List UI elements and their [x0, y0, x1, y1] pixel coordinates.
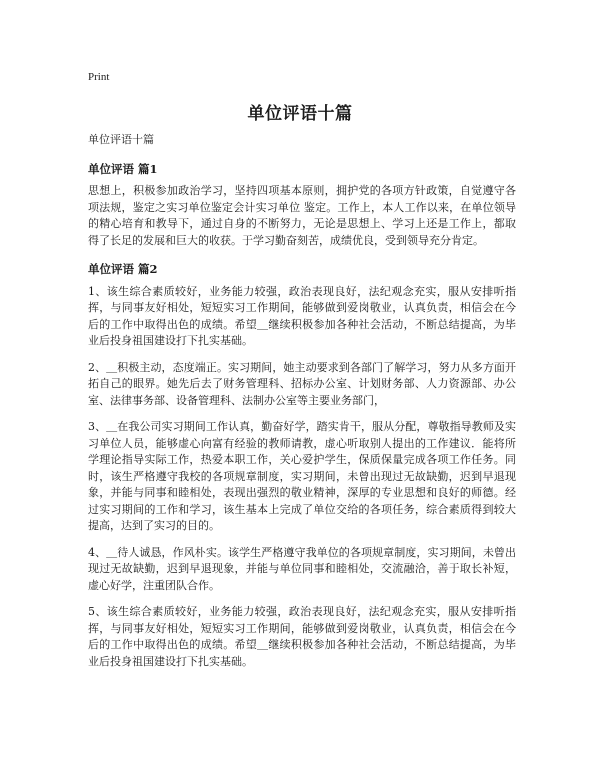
section-2-item-5: 5、该生综合素质较好，业务能力较强，政治表现良好，法纪观念充实，服从安排听指挥，与同事友好相处，短短实习工作期间，能够做到爱岗敬业，认真负责，相信会在今后的工作中取得出色的成绩。希望＿继续积极参加各种社会活动，不断总结提高，为毕业后投身祖国建设打下扎实基础。 [88, 605, 516, 668]
section-2-item-4: 4、＿待人诚恳，作风朴实。该学生严格遵守我单位的各项规章制度，实习期间，未曾出现过无故缺勤，迟到早退现象，并能与单位同事和睦相处，交流融洽，善于取长补短，虚心好学，注重团队合作。 [88, 545, 516, 592]
print-link[interactable]: Print [88, 71, 110, 83]
section-2-item-2: 2、＿积极主动，态度端正。实习期间，她主动要求到各部门了解学习，努力从多方面开拓自己的眼界。她先后去了财务管理科、招标办公室、计划财务部、人力资源部、办公室、法律事务部、设备管理科、法制办公室等主要业务部门， [88, 360, 516, 407]
section-1-paragraph: 思想上，积极参加政治学习，坚持四项基本原则，拥护党的各项方针政策，自觉遵守各项法规，鉴定之实习单位鉴定会计实习单位 鉴定。工作上，本人工作以来，在单位领导的精心培育和教导下，通过自身的不断努力，无论是思想上、学习上还是工作上，都取得了长足的发展和巨大的收获。于学习勤奋刻苦，成绩优良，受到领导充分肯定。 [88, 184, 516, 247]
document-body [88, 132, 516, 680]
document-subtitle: 单位评语十篇 [88, 133, 154, 146]
section-heading-2: 单位评语 篇2 [88, 262, 158, 276]
section-2-item-3: 3、＿在我公司实习期间工作认真，勤奋好学，踏实肯干，服从分配，尊敬指导教师及实习单位人员，能够虚心向富有经验的教师请教，虚心听取别人提出的工作建议．能将所学理论指导实际工作，热爱本职工作，关心爱护学生，保质保量完成各项工作任务。同时，该生严格遵守我校的各项规章制度，实习期间，未曾出现过无故缺勤，迟到早退现象，并能与同事和睦相处，表现出强烈的敬业精神，深厚的专业思想和良好的师德。经过实习期间的工作和学习，该生基本上完成了单位交给的各项任务，综合素质得到较大提高，达到了实习的目的。 [88, 420, 516, 532]
page-title: 单位评语十篇 [247, 104, 353, 124]
section-heading-1: 单位评语 篇1 [88, 161, 158, 176]
section-2-item-1: 1、该生综合素质较好，业务能力较强，政治表现良好，法纪观念充实，服从安排听指挥，与同事友好相处，短短实习工作期间，能够做到爱岗敬业，认真负责，相信会在今后的工作中取得出色的成绩。希望＿继续积极参加各种社会活动，不断总结提高，为毕业后投身祖国建设打下扎实基础。 [88, 284, 516, 347]
